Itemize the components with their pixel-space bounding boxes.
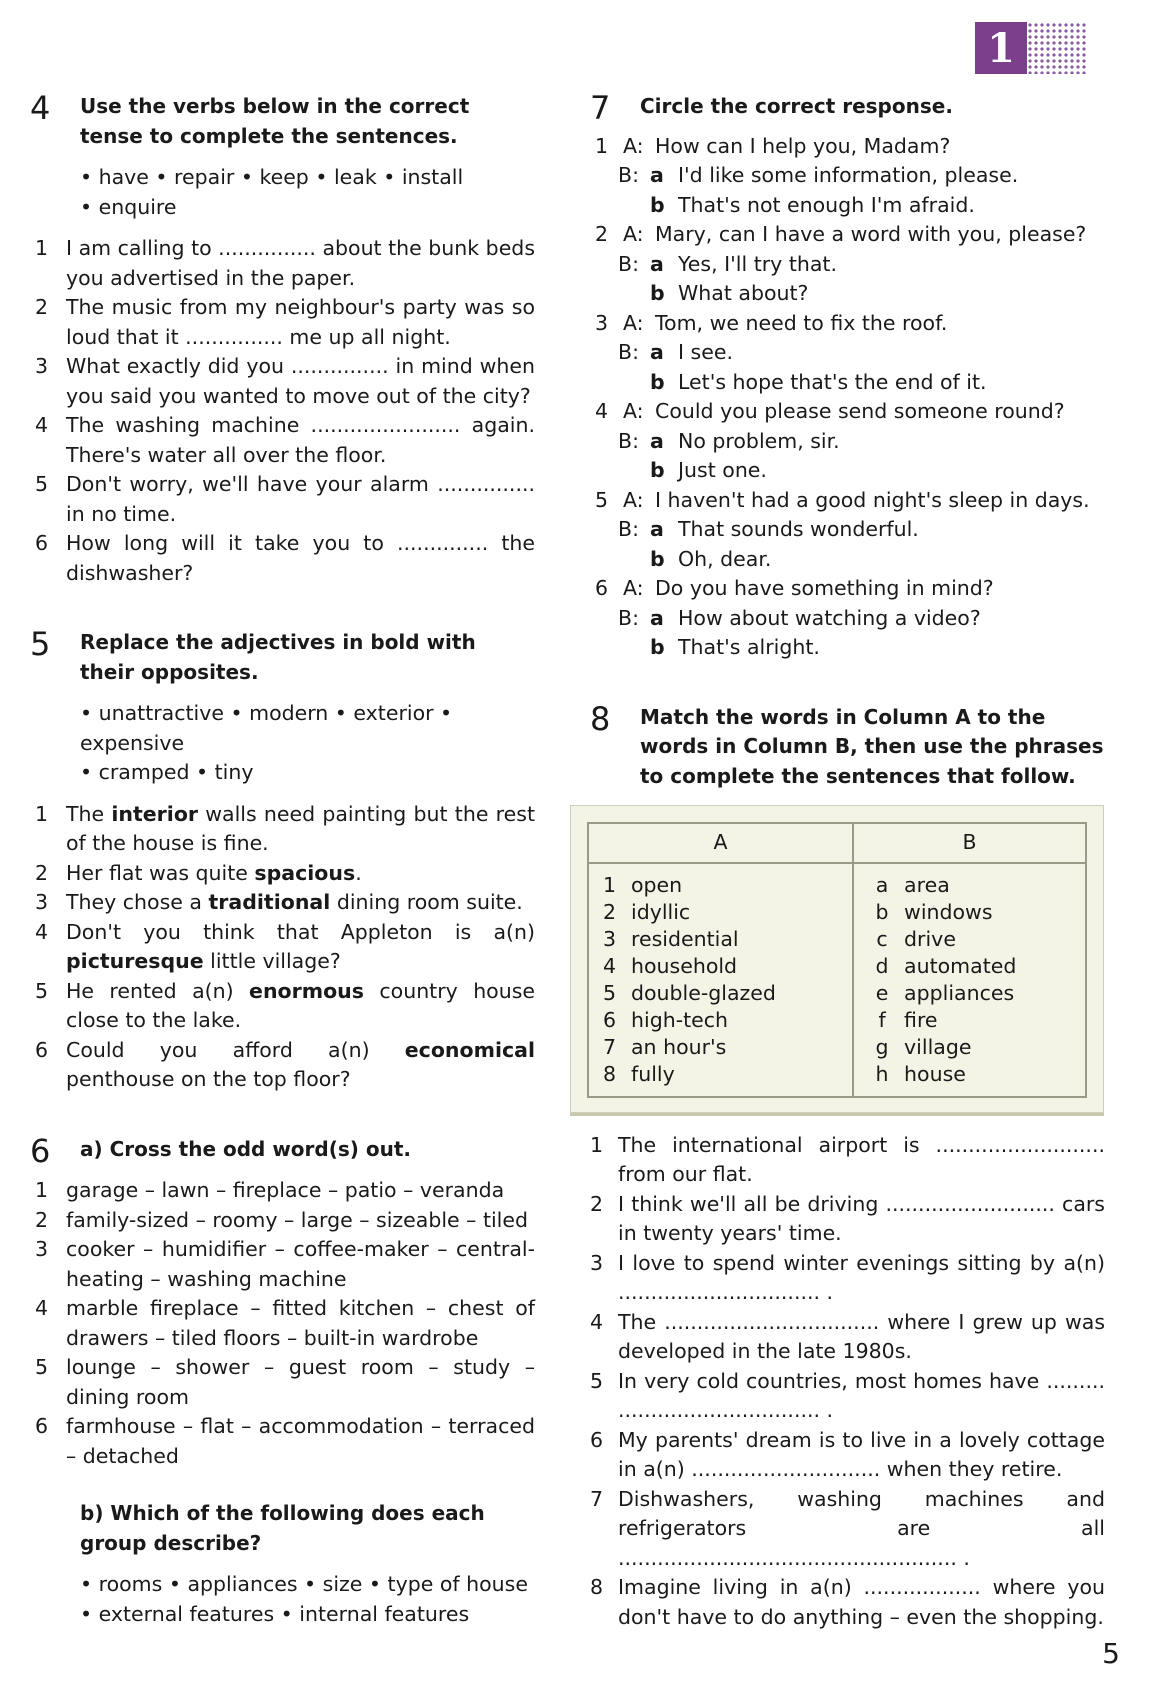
dialogue-list [590, 132, 1105, 663]
item-number: 6 [590, 1427, 604, 1452]
option-letter[interactable]: b [650, 635, 665, 659]
exercise-number: 4 [30, 89, 51, 127]
exercise-item [30, 1176, 535, 1206]
item-text: garage – lawn – fireplace – patio – veranda [66, 1178, 505, 1202]
dialogue-prompt: Do you have something in mind? [655, 576, 994, 600]
column-b-row [868, 872, 1071, 899]
item-number: 8 [590, 1575, 604, 1599]
column-b-word: drive [904, 926, 956, 951]
dialogue [590, 132, 1105, 221]
response-option[interactable]: Yes, I'll try that. [678, 251, 837, 276]
word-bank-line: • have • repair • keep • leak • install [80, 165, 464, 189]
column-a-row [603, 1034, 838, 1061]
dialogue-prompt: Tom, we need to fix the roof. [655, 310, 948, 335]
item-number: 3 [35, 354, 49, 378]
column-b-header: B [853, 823, 1086, 863]
response-option[interactable]: Just one. [678, 458, 767, 482]
response-option[interactable]: No problem, sir. [678, 428, 840, 453]
item-number: 4 [35, 413, 49, 437]
column-b-word: automated [904, 953, 1017, 978]
response-option[interactable]: That sounds wonderful. [678, 517, 919, 541]
column-b-row [868, 1034, 1071, 1061]
column-b-row [868, 1061, 1071, 1088]
exercise-instruction: a) Cross the odd word(s) out. [80, 1136, 411, 1161]
exercise-item [30, 800, 535, 859]
right-column [590, 89, 1105, 1632]
item-number: 3 [590, 1250, 604, 1275]
dialogue [590, 574, 1105, 663]
column-b-row [868, 980, 1071, 1007]
word-bank [80, 163, 535, 222]
bold-adjective: economical [404, 1037, 535, 1062]
exercise-item [30, 411, 535, 470]
speaker-label: A: [623, 576, 644, 600]
response-option[interactable]: What about? [678, 281, 809, 305]
item-text: The washing machine ....................... again. There's water all over the floor. [66, 413, 535, 467]
item-number: 4 [35, 1296, 49, 1320]
column-a-word: fully [631, 1061, 675, 1086]
item-number: 6 [35, 1037, 49, 1062]
dialogue-prompt: How can I help you, Madam? [655, 133, 951, 158]
exercise-item [30, 234, 535, 293]
column-b-word: appliances [904, 980, 1015, 1005]
word-bank-line: • cramped • tiny [80, 760, 254, 784]
item-text: family-sized – roomy – large – sizeable – tiled [66, 1207, 529, 1232]
response-option[interactable]: That's alright. [678, 635, 820, 659]
response-option[interactable]: That's not enough I'm afraid. [678, 192, 975, 217]
item-number: 4 [595, 399, 609, 423]
option-letter[interactable]: a [650, 517, 664, 541]
exercise-items [30, 1176, 535, 1471]
option-letter[interactable]: a [650, 163, 664, 187]
item-text: The interior walls need painting but the rest of the house is fine. [66, 801, 535, 855]
bold-adjective: interior [111, 801, 199, 826]
item-text: farmhouse – flat – accommodation – terraced – detached [66, 1414, 535, 1468]
option-letter[interactable]: a [650, 251, 664, 276]
row-letter: g [875, 1034, 889, 1059]
item-text: Imagine living in a(n) .................. where you don't have to do anything – even the shopping. [618, 1575, 1105, 1629]
row-letter: f [878, 1007, 886, 1032]
row-number: 3 [603, 926, 617, 951]
exercise-number: 7 [590, 89, 611, 127]
column-a-word: residential [631, 926, 739, 951]
row-letter: e [875, 980, 889, 1005]
exercise-item [590, 1485, 1105, 1574]
dialogue-prompt: Mary, can I have a word with you, please? [655, 222, 1087, 246]
exercise-item [30, 977, 535, 1036]
dialogue-prompt: Could you please send someone round? [655, 399, 1065, 423]
exercise-item [30, 1235, 535, 1294]
item-text: Don't worry, we'll have your alarm ............... in no time. [66, 472, 535, 526]
row-number: 4 [603, 953, 617, 978]
dialogue [590, 397, 1105, 486]
row-number: 2 [603, 899, 617, 924]
item-text: Dishwashers, washing machines and refrigerators are all .................................................... . [618, 1486, 1105, 1570]
speaker-label: B: [618, 605, 639, 630]
option-letter[interactable]: a [650, 428, 664, 453]
column-a-row [603, 872, 838, 899]
exercise-item [30, 1294, 535, 1353]
word-bank [80, 1570, 535, 1629]
exercise-item [30, 1206, 535, 1236]
item-number: 5 [590, 1368, 604, 1393]
item-number: 6 [35, 531, 49, 555]
item-text: lounge – shower – guest room – study – dining room [66, 1355, 535, 1409]
bold-adjective: enormous [249, 978, 364, 1003]
exercise-4 [30, 89, 535, 588]
exercise-item [590, 1573, 1105, 1632]
exercise-item [590, 1190, 1105, 1249]
exercise-item [30, 293, 535, 352]
word-bank-line: • unattractive • modern • exterior • expensive [80, 701, 453, 755]
exercise-instruction: Circle the correct response. [640, 94, 953, 118]
option-letter[interactable]: b [650, 369, 665, 394]
item-number: 2 [35, 860, 49, 885]
exercise-sub-instruction: b) Which of the following does each group describe? [80, 1501, 485, 1555]
exercise-item [590, 1131, 1105, 1190]
row-number: 8 [603, 1061, 617, 1086]
column-a-row [603, 980, 838, 1007]
speaker-label: B: [618, 517, 639, 541]
dot-pattern-decoration [1027, 22, 1087, 74]
speaker-label: A: [623, 399, 644, 423]
option-letter[interactable]: b [650, 281, 665, 305]
word-bank [80, 699, 535, 788]
exercise-item [30, 859, 535, 889]
item-text: In very cold countries, most homes have ......... ............................... . [618, 1368, 1105, 1422]
item-number: 2 [595, 222, 609, 246]
row-number: 5 [603, 980, 617, 1005]
row-letter: d [875, 953, 889, 978]
exercise-8 [590, 699, 1105, 1633]
item-number: 6 [35, 1414, 49, 1438]
column-a-row [603, 1007, 838, 1034]
item-number: 1 [595, 133, 609, 158]
column-b-row [868, 926, 1071, 953]
exercise-item [590, 1308, 1105, 1367]
option-letter[interactable]: b [650, 192, 665, 217]
column-b-word: fire [904, 1007, 938, 1032]
item-number: 5 [595, 487, 609, 512]
item-number: 3 [595, 310, 609, 335]
row-letter: b [875, 899, 889, 924]
item-number: 1 [35, 1178, 49, 1202]
item-text: How long will it take you to .............. the dishwasher? [66, 531, 535, 585]
response-option[interactable]: How about watching a video? [678, 605, 981, 630]
item-text: I think we'll all be driving .......................... cars in twenty years' time. [618, 1191, 1105, 1245]
row-letter: c [876, 926, 888, 951]
bold-adjective: picturesque [66, 949, 204, 973]
column-a-header: A [588, 823, 853, 863]
item-text: Could you afford a(n) economical penthouse on the top floor? [66, 1037, 535, 1091]
exercise-6 [30, 1131, 535, 1630]
word-bank-line: • rooms • appliances • size • type of house [80, 1572, 528, 1596]
item-number: 2 [35, 1207, 49, 1232]
page-number: 5 [1102, 1637, 1120, 1670]
bold-adjective: traditional [208, 890, 331, 914]
column-b-word: house [904, 1061, 966, 1086]
dialogue [590, 486, 1105, 575]
response-option[interactable]: Let's hope that's the end of it. [678, 369, 987, 394]
column-b-row [868, 953, 1071, 980]
item-text: cooker – humidifier – coffee-maker – central-heating – washing machine [66, 1237, 535, 1291]
exercise-number: 5 [30, 625, 51, 663]
option-letter[interactable]: b [650, 458, 665, 482]
column-a-row [603, 926, 838, 953]
response-option[interactable]: I'd like some information, please. [678, 163, 1019, 187]
item-text: marble fireplace – fitted kitchen – chest of drawers – tiled floors – built-in wardrobe [66, 1296, 535, 1350]
dialogue-prompt: I haven't had a good night's sleep in days. [655, 487, 1090, 512]
dialogue [590, 309, 1105, 398]
column-a-row [603, 953, 838, 980]
exercise-item [30, 918, 535, 977]
item-text: Don't you think that Appleton is a(n) picturesque little village? [66, 919, 535, 973]
item-text: My parents' dream is to live in a lovely cottage in a(n) ............................. when they retire. [618, 1427, 1105, 1481]
option-letter[interactable]: b [650, 546, 665, 571]
speaker-label: B: [618, 428, 639, 453]
speaker-label: A: [623, 222, 644, 246]
exercise-instruction: Match the words in Column A to the words in Column B, then use the phrases to complete the sentences that follow. [640, 704, 1104, 788]
unit-number: 1 [975, 22, 1027, 74]
row-number: 1 [603, 872, 617, 897]
item-text: What exactly did you ............... in mind when you said you wanted to move out of the city? [66, 354, 535, 408]
column-a-row [603, 1061, 838, 1088]
exercise-item [590, 1426, 1105, 1485]
column-b-word: area [904, 872, 950, 897]
speaker-label: A: [623, 310, 644, 335]
row-letter: a [875, 872, 889, 897]
column-a-word: an hour's [631, 1034, 727, 1059]
speaker-label: B: [618, 340, 639, 364]
exercise-item [30, 1036, 535, 1095]
item-number: 1 [35, 801, 49, 826]
exercise-items [590, 1131, 1105, 1633]
item-number: 4 [35, 919, 49, 944]
exercise-item [30, 1353, 535, 1412]
exercise-items [30, 234, 535, 588]
exercise-item [30, 470, 535, 529]
item-text: The international airport is .......................... from our flat. [618, 1132, 1105, 1186]
column-a-word: high-tech [631, 1007, 729, 1032]
item-number: 7 [590, 1486, 604, 1511]
exercise-7 [590, 89, 1105, 663]
option-letter[interactable]: a [650, 340, 664, 364]
item-text: The ................................. where I grew up was developed in the late 1980s. [618, 1309, 1105, 1363]
exercise-instruction: Use the verbs below in the correct tense to complete the sentences. [80, 94, 470, 148]
item-text: They chose a traditional dining room suite. [66, 890, 523, 914]
exercise-items [30, 800, 535, 1095]
column-b-word: windows [904, 899, 993, 924]
matching-table [587, 822, 1087, 1098]
item-text: I love to spend winter evenings sitting by a(n) ............................... . [618, 1250, 1105, 1304]
row-number: 7 [603, 1034, 617, 1059]
item-text: Her flat was quite spacious. [66, 860, 362, 885]
exercise-item [30, 888, 535, 918]
column-b [853, 863, 1086, 1097]
speaker-label: A: [623, 133, 644, 158]
response-option[interactable]: I see. [678, 340, 733, 364]
exercise-5 [30, 625, 536, 1095]
item-number: 3 [35, 1237, 49, 1261]
exercise-number: 8 [590, 699, 611, 738]
word-bank-line: • enquire [80, 194, 177, 219]
item-number: 2 [590, 1191, 604, 1216]
column-a-word: idyllic [631, 899, 691, 924]
item-number: 1 [590, 1132, 604, 1157]
row-letter: h [875, 1061, 889, 1086]
response-option[interactable]: Oh, dear. [678, 546, 772, 571]
item-number: 1 [35, 236, 49, 260]
left-column [30, 89, 536, 1669]
item-text: The music from my neighbour's party was so loud that it ............... me up all night. [66, 295, 535, 349]
column-a-word: household [631, 953, 738, 978]
exercise-item [590, 1367, 1105, 1426]
exercise-instruction: Replace the adjectives in bold with their opposites. [80, 630, 476, 684]
speaker-label: B: [618, 163, 639, 187]
exercise-item [30, 1412, 535, 1471]
exercise-item [30, 529, 535, 588]
matching-box [570, 805, 1104, 1113]
item-number: 5 [35, 472, 49, 496]
word-bank-line: • external features • internal features [80, 1601, 470, 1626]
item-text: I am calling to ............... about the bunk beds you advertised in the paper. [66, 236, 535, 290]
speaker-label: B: [618, 251, 639, 276]
item-number: 4 [590, 1309, 604, 1334]
bold-adjective: spacious [254, 860, 356, 885]
column-a [588, 863, 853, 1097]
column-b-row [868, 1007, 1071, 1034]
item-number: 3 [35, 890, 49, 914]
item-number: 5 [35, 978, 49, 1003]
option-letter[interactable]: a [650, 605, 664, 630]
column-b-word: village [904, 1034, 972, 1059]
unit-badge [975, 22, 1087, 74]
speaker-label: A: [623, 487, 644, 512]
item-text: He rented a(n) enormous country house close to the lake. [66, 978, 536, 1032]
column-a-row [603, 899, 838, 926]
item-number: 2 [35, 295, 49, 319]
exercise-item [590, 1249, 1105, 1308]
dialogue [590, 220, 1105, 309]
column-a-word: open [631, 872, 683, 897]
exercise-item [30, 352, 535, 411]
column-a-word: double-glazed [631, 980, 776, 1005]
column-b-row [868, 899, 1071, 926]
item-number: 5 [35, 1355, 49, 1379]
exercise-number: 6 [30, 1131, 51, 1170]
item-number: 6 [595, 576, 609, 600]
row-number: 6 [603, 1007, 617, 1032]
